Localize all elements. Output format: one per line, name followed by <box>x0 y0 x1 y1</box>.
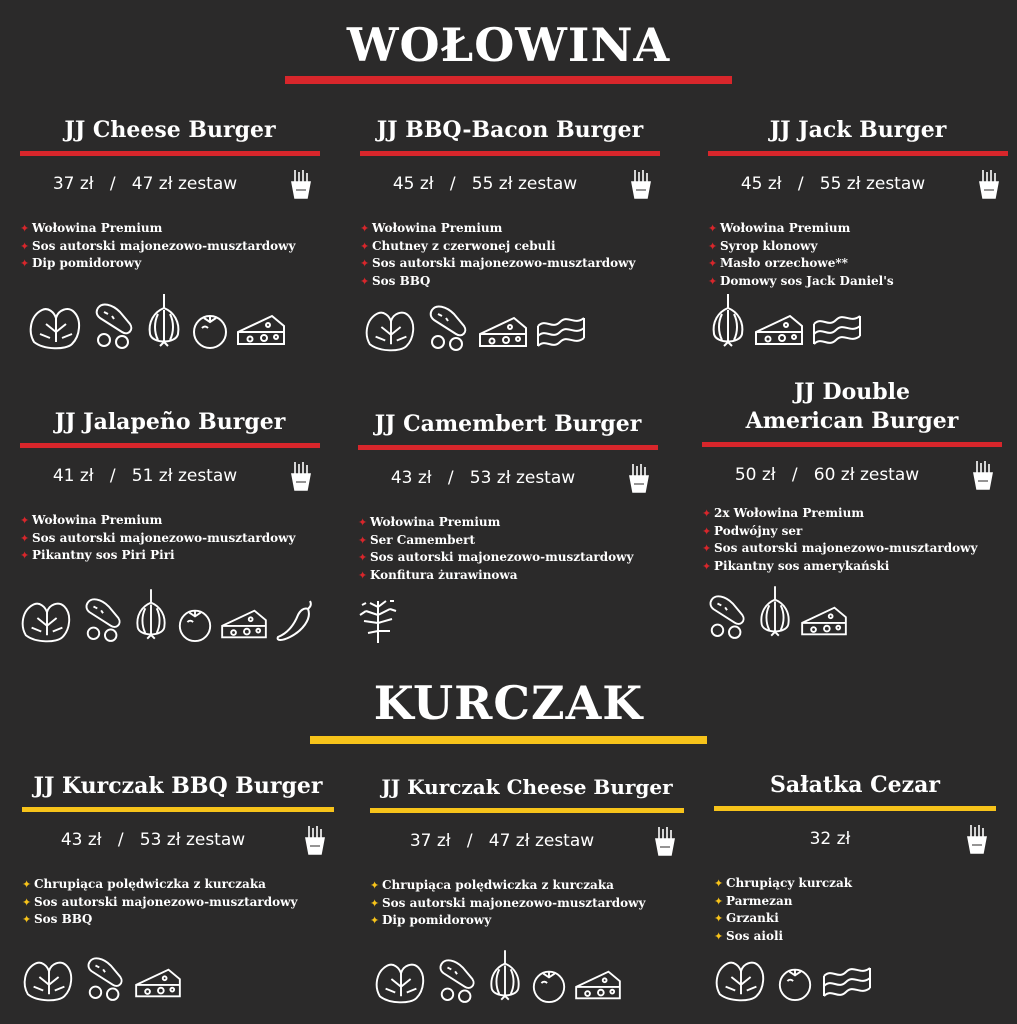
ingredient-list <box>370 877 684 930</box>
ingredient-item: ✦ Wołowina Premium <box>20 513 163 527</box>
ingredient-item: ✦ Syrop klonowy <box>708 238 818 253</box>
ingredient-item: ✦ Sos aioli <box>714 928 784 943</box>
bacon-icon <box>810 312 864 350</box>
ingredient-icons <box>362 300 588 352</box>
ingredient-item: ✦ Chrupiąca polędwiczka z kurczaka <box>370 878 614 892</box>
ingredient-icons <box>712 952 874 1002</box>
menu-card-jj-cheese-burger <box>20 116 320 273</box>
tomato-icon <box>176 605 214 643</box>
section-title-beef: WOŁOWINA <box>346 18 671 72</box>
ingredient-item: ✦ Sos autorski majonezowo-musztardowy <box>20 238 296 253</box>
cheese-icon <box>754 310 804 350</box>
salami-icon <box>82 593 126 643</box>
ingredient-item: ✦ Chrupiąca polędwiczka z kurczaka <box>22 877 266 891</box>
card-price: 45 zł / 55 zł zestaw <box>740 174 926 194</box>
menu-card-jj-kurczak-bbq-burger <box>22 772 334 929</box>
ingredient-item: ✦ Podwójny ser <box>702 523 803 538</box>
onion-icon <box>132 585 170 643</box>
card-price: 50 zł / 60 zł zestaw <box>734 465 920 485</box>
fries-icon <box>628 462 650 494</box>
ingredient-item: ✦ Sos autorski majonezowo-musztardowy <box>360 256 636 270</box>
card-price: 45 zł / 55 zł zestaw <box>392 174 578 194</box>
section-underline-chicken <box>310 736 707 744</box>
section-underline-beef <box>285 76 732 84</box>
ingredient-item: ✦ Sos BBQ <box>22 912 93 926</box>
card-title: JJ Jack Burger <box>769 117 947 143</box>
fries-icon <box>654 825 676 857</box>
ingredient-item: ✦ Chrupiący kurczak <box>714 876 853 890</box>
arugula-icon <box>358 595 398 645</box>
salami-icon <box>92 298 138 350</box>
chili-icon <box>274 597 318 643</box>
card-title: JJ Camembert Burger <box>374 411 642 437</box>
cheese-icon <box>220 605 268 643</box>
menu-card-jj-kurczak-cheese-burger <box>370 773 684 930</box>
card-price: 32 zł <box>809 829 851 849</box>
card-underline <box>702 442 1002 447</box>
card-price: 41 zł / 51 zł zestaw <box>52 466 238 486</box>
ingredient-item: ✦ Chutney z czerwonej cebuli <box>360 238 556 253</box>
card-title: Sałatka Cezar <box>769 772 941 798</box>
ingredient-item: ✦ Sos autorski majonezowo-musztardowy <box>20 530 296 545</box>
tomato-icon <box>190 310 230 350</box>
card-price: 43 zł / 53 zł zestaw <box>390 468 576 488</box>
salami-icon <box>436 954 480 1004</box>
lettuce-icon <box>372 954 430 1004</box>
ingredient-item: ✦ Ser Camembert <box>358 532 476 547</box>
card-title: JJ Cheese Burger <box>64 117 276 143</box>
salami-icon <box>706 590 750 640</box>
tomato-icon <box>776 964 814 1002</box>
menu-card-jj-double-american-burger <box>702 378 1002 575</box>
onion-icon <box>708 290 748 350</box>
ingredient-item: ✦ Pikantny sos amerykański <box>702 558 890 573</box>
ingredient-list <box>20 220 320 273</box>
ingredient-item: ✦ Sos autorski majonezowo-musztardowy <box>370 895 646 910</box>
lettuce-icon <box>362 302 420 352</box>
card-underline <box>20 151 320 156</box>
cheese-icon <box>574 966 622 1004</box>
menu-card-jj-bbq-bacon-burger <box>360 116 660 290</box>
lettuce-icon <box>26 298 86 350</box>
card-title: JJ BBQ-Bacon Burger <box>376 117 644 143</box>
card-title-line-1: JJ Double <box>794 379 910 405</box>
ingredient-list <box>360 220 660 290</box>
ingredient-item: ✦ Parmezan <box>714 893 793 908</box>
ingredient-item: ✦ Dip pomidorowy <box>370 913 492 927</box>
ingredient-item: ✦ 2x Wołowina Premium <box>702 506 865 520</box>
ingredient-icons <box>708 290 864 350</box>
ingredient-item: ✦ Wołowina Premium <box>708 221 851 235</box>
fries-icon <box>978 168 1000 200</box>
lettuce-icon <box>712 952 770 1002</box>
ingredient-list <box>708 220 1008 290</box>
card-price: 37 zł / 47 zł zestaw <box>409 831 595 851</box>
salami-icon <box>426 300 472 352</box>
lettuce-icon <box>18 593 76 643</box>
ingredient-icons <box>26 290 286 350</box>
menu-card-jj-jalapeno-burger <box>20 408 320 565</box>
ingredient-item: ✦ Sos autorski majonezowo-musztardowy <box>22 894 298 909</box>
ingredient-list <box>20 512 320 565</box>
fries-icon <box>304 824 326 856</box>
ingredient-item: ✦ Wołowina Premium <box>20 221 163 235</box>
ingredient-icons <box>372 946 622 1004</box>
onion-icon <box>144 290 184 350</box>
ingredient-icons <box>706 582 848 640</box>
ingredient-item: ✦ Sos autorski majonezowo-musztardowy <box>358 550 634 564</box>
ingredient-item: ✦ Sos BBQ <box>360 273 431 288</box>
ingredient-item: ✦ Wołowina Premium <box>358 515 501 529</box>
ingredient-item: ✦ Dip pomidorowy <box>20 256 142 270</box>
ingredient-list <box>714 875 996 945</box>
card-title: JJ Kurczak BBQ Burger <box>33 773 323 799</box>
card-title: JJ Kurczak Cheese Burger <box>381 775 673 799</box>
card-title-line-2: American Burger <box>745 408 959 434</box>
ingredient-list <box>702 505 1002 575</box>
salami-icon <box>84 952 128 1002</box>
ingredient-item: ✦ Wołowina Premium <box>360 221 503 235</box>
tomato-icon <box>530 966 568 1004</box>
lettuce-icon <box>20 952 78 1002</box>
section-title-chicken: KURCZAK <box>373 676 644 730</box>
cheese-icon <box>134 964 182 1002</box>
card-underline <box>20 443 320 448</box>
card-underline <box>22 807 334 812</box>
card-price: 43 zł / 53 zł zestaw <box>60 830 246 850</box>
card-title: JJ Jalapeño Burger <box>54 409 286 435</box>
fries-icon <box>290 168 312 200</box>
fries-icon <box>290 460 312 492</box>
card-underline <box>360 151 660 156</box>
fries-icon <box>630 168 652 200</box>
ingredient-item: ✦ Pikantny sos Piri Piri <box>20 548 175 562</box>
fries-icon <box>966 823 988 855</box>
fries-icon <box>972 459 994 491</box>
ingredient-list <box>358 514 658 584</box>
ingredient-item: ✦ Masło orzechowe** <box>708 256 848 270</box>
ingredient-icons <box>358 595 398 645</box>
bacon-icon <box>534 314 588 352</box>
card-underline <box>370 808 684 813</box>
card-underline <box>708 151 1008 156</box>
onion-icon <box>486 946 524 1004</box>
cheese-icon <box>478 312 528 352</box>
onion-icon <box>756 582 794 640</box>
ingredient-icons <box>18 585 318 643</box>
menu-card-jj-camembert-burger <box>358 410 658 584</box>
ingredient-item: ✦ Sos autorski majonezowo-musztardowy <box>702 541 978 555</box>
ingredient-item: ✦ Domowy sos Jack Daniel's <box>708 273 894 288</box>
cheese-icon <box>800 602 848 640</box>
card-underline <box>714 806 996 811</box>
cheese-icon <box>236 310 286 350</box>
ingredient-icons <box>20 952 182 1002</box>
ingredient-item: ✦ Konfitura żurawinowa <box>358 567 518 582</box>
card-underline <box>358 445 658 450</box>
bacon-icon <box>820 964 874 1002</box>
card-price: 37 zł / 47 zł zestaw <box>52 174 238 194</box>
ingredient-list <box>22 876 334 929</box>
ingredient-item: ✦ Grzanki <box>714 911 779 925</box>
menu-card-salatka-cezar <box>714 771 996 945</box>
menu-card-jj-jack-burger <box>708 116 1008 290</box>
